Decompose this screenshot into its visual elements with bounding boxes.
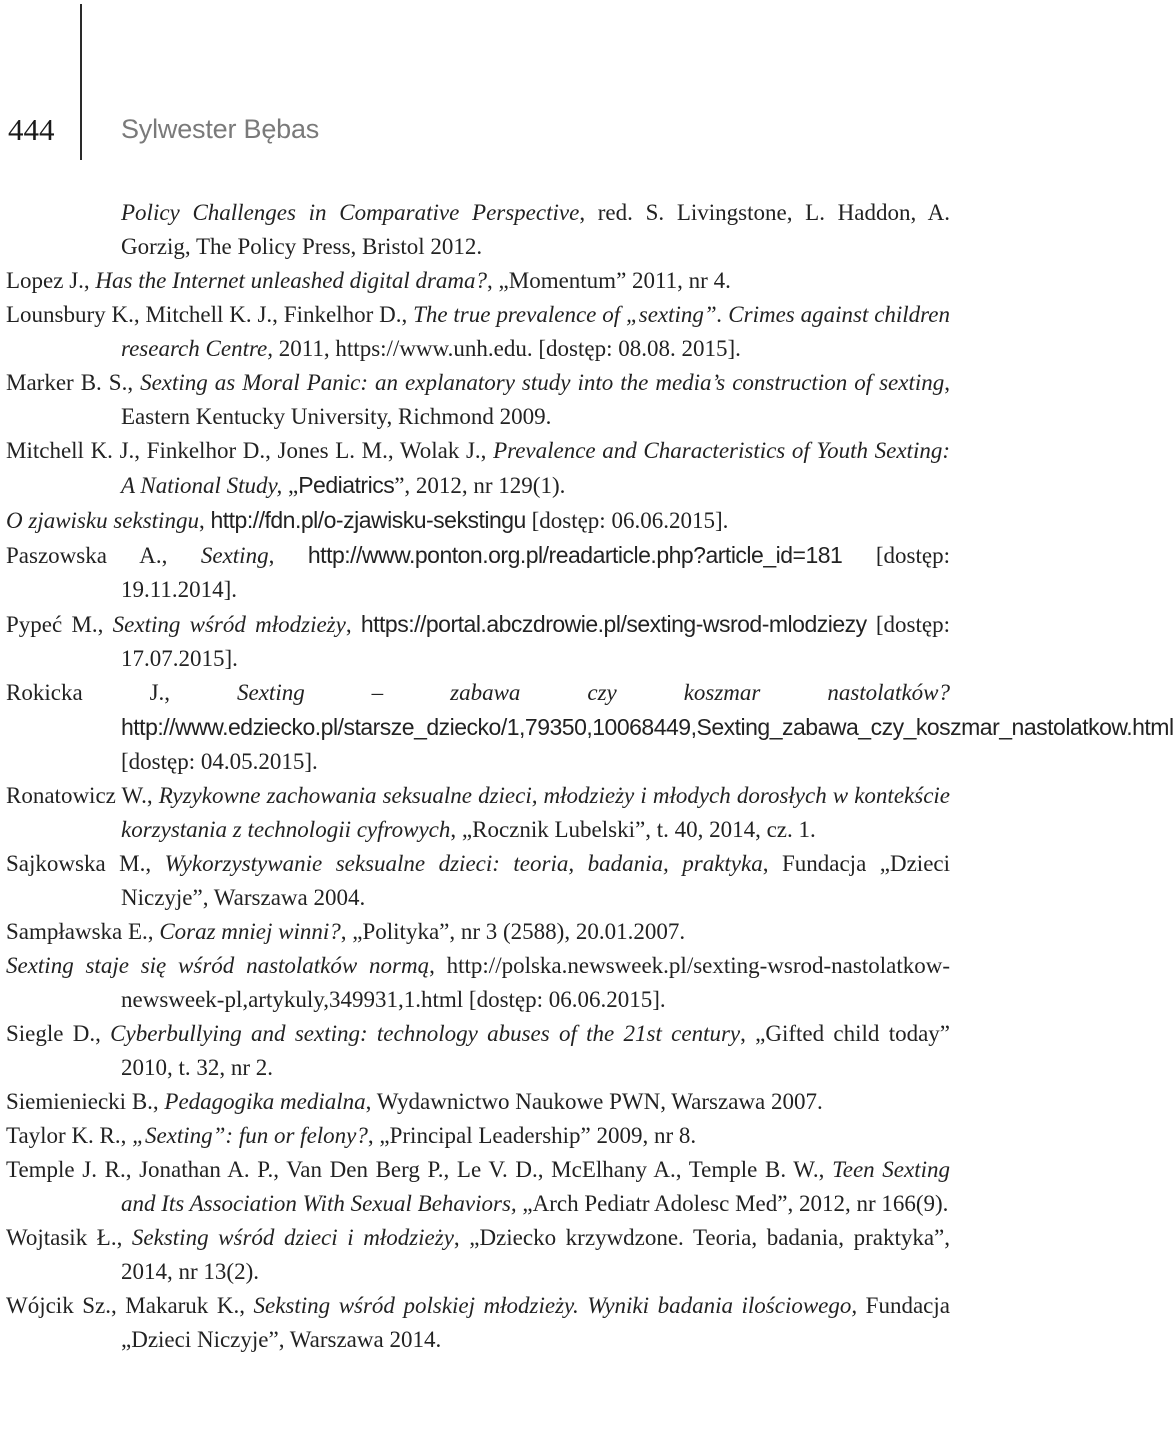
entry-text: Marker B. S., — [6, 370, 141, 395]
entry-title: Coraz mniej winni? — [159, 919, 341, 944]
entry-text: ”, 2012, nr 129(1). — [394, 473, 566, 498]
running-head-author: Sylwester Bębas — [121, 114, 320, 144]
page-number: 444 — [8, 112, 55, 147]
entry-text: Pypeć M., — [6, 612, 113, 637]
entry-title: Sexting staje się wśród nastolatków normą — [6, 953, 430, 978]
entry-title: Wykorzystywanie seksualne dzieci: teoria, badania, praktyka — [164, 851, 763, 876]
entry-text: Sampławska E., — [6, 919, 160, 944]
entry-text: , „Principal Leadership” 2009, nr 8. — [367, 1123, 697, 1148]
bibliography-entry — [6, 779, 950, 847]
entry-text: Lopez J., — [6, 268, 96, 293]
bibliography-entry — [6, 503, 950, 538]
bibliography-entry — [6, 366, 950, 434]
entry-url: https://portal.abczdrowie.pl/sexting-wsrod-mlodziezy — [360, 611, 867, 637]
entry-text: Paszowska A., — [6, 543, 201, 568]
entry-text: Siegle D., — [6, 1021, 111, 1046]
entry-title: Sexting as Moral Panic: an explanatory study into the media’s construction of sexting — [140, 370, 945, 395]
entry-text: 2011, https://www.unh.edu. [dostęp: 08.08. 2015]. — [273, 336, 741, 361]
entry-title: Prevalence and Characteristics of Youth Sexting: A National Study, — [121, 438, 950, 498]
entry-text: , „Gifted child today” 2010, t. 32, nr 2. — [121, 1021, 950, 1080]
entry-title: The true prevalence of „sexting”. Crimes against children research Centre, — [121, 302, 950, 361]
bibliography-entry — [6, 298, 950, 366]
entry-text: [dostęp: 17.07.2015]. — [121, 612, 950, 671]
entry-url: http://www.edziecko.pl/starsze_dziecko/1,79350,10068449,Sexting_zabawa_czy_koszmar_nastolatkow.html — [121, 714, 1174, 740]
bibliography-entry — [6, 264, 950, 298]
bibliography-list — [6, 196, 1174, 1357]
entry-text: Ronatowicz W., — [6, 783, 159, 808]
entry-text: , „Momentum” 2011, nr 4. — [487, 268, 731, 293]
entry-text: Taylor K. R., — [6, 1123, 133, 1148]
bibliography-entry — [6, 949, 950, 1017]
entry-text: , — [345, 612, 361, 637]
entry-text: Temple J. R., Jonathan A. P., Van Den Berg P., Le V. D., McElhany A., Temple B. W., — [6, 1157, 833, 1182]
entry-text: Rokicka J., — [6, 680, 238, 705]
entry-text: „Arch Pediatr Adolesc Med”, 2012, nr 166(9). — [516, 1191, 949, 1216]
entry-url: Pediatrics — [298, 472, 395, 498]
entry-title: Cyberbullying and sexting: technology abuses of the 21st century — [110, 1021, 741, 1046]
bibliography-entry — [6, 915, 950, 949]
entry-text: , red. S. Livingstone, L. Haddon, A. Gorzig, The Policy Press, Bristol 2012. — [121, 200, 951, 259]
entry-text: , „Polityka”, nr 3 (2588), 20.01.2007. — [340, 919, 686, 944]
entry-text: Wójcik Sz., Makaruk K., — [6, 1293, 254, 1318]
entry-title: Sexting — [200, 543, 269, 568]
entry-title: Pedagogika medialna — [164, 1089, 366, 1114]
entry-text: Fundacja „Dzieci Niczyje”, Warszawa 2014. — [121, 1293, 950, 1352]
entry-text: Siemieniecki B., — [6, 1089, 165, 1114]
bibliography-entry — [6, 1119, 950, 1153]
entry-text: , — [198, 508, 211, 533]
bibliography-entry — [6, 1017, 950, 1085]
bibliography-entry — [6, 1289, 950, 1357]
entry-text: Wojtasik Ł., — [6, 1225, 132, 1250]
entry-text: , „Rocznik Lubelski”, t. 40, 2014, cz. 1. — [450, 817, 816, 842]
entry-text: , Fundacja „Dzieci Niczyje”, Warszawa 2004. — [121, 851, 950, 910]
entry-text: Mitchell K. J., Finkelhor D., Jones L. M., Wolak J., — [6, 438, 494, 463]
entry-text: „ — [282, 473, 299, 498]
entry-text: [dostęp: 19.11.2014]. — [121, 543, 950, 602]
entry-title: O zjawisku sekstingu — [6, 508, 199, 533]
entry-text: , — [268, 543, 308, 568]
bibliography-entry — [6, 434, 950, 503]
entry-title: „Sexting”: fun or felony? — [132, 1123, 368, 1148]
entry-text: Sajkowska M., — [6, 851, 165, 876]
entry-url: http://www.ponton.org.pl/readarticle.php?article_id=181 — [307, 542, 843, 568]
entry-title: Policy Challenges in Comparative Perspective — [121, 200, 580, 225]
bibliography-entry — [6, 196, 950, 264]
bibliography-entry — [6, 1085, 950, 1119]
bibliography-entry — [6, 538, 950, 607]
entry-title: Seksting wśród dzieci i młodzieży — [131, 1225, 454, 1250]
entry-text: , „Dziecko krzywdzone. Teoria, badania, praktyka”, 2014, nr 13(2). — [121, 1225, 950, 1284]
bibliography-entry — [6, 676, 1174, 779]
bibliography-entry — [6, 1153, 950, 1221]
entry-text: , Eastern Kentucky University, Richmond 2009. — [121, 370, 950, 429]
entry-title: Teen Sexting and Its Association With Sexual Behaviors, — [121, 1157, 951, 1216]
entry-title: Sexting – zabawa czy koszmar nastolatków? — [237, 680, 950, 705]
header-rule — [80, 4, 82, 160]
entry-title: Seksting wśród polskiej młodzieży. Wyniki badania ilościowego, — [253, 1293, 858, 1318]
entry-url: http://fdn.pl/o-zjawisku-sekstingu — [210, 507, 526, 533]
entry-title: Ryzykowne zachowania seksualne dzieci, młodzieży i młodych dorosłych w kontekście korzystania z technologii cyfrowych — [121, 783, 951, 842]
entry-title: Sexting wśród młodzieży — [112, 612, 346, 637]
entry-title: Has the Internet unleashed digital drama? — [95, 268, 488, 293]
bibliography-entry — [6, 607, 950, 676]
entry-text: , http://polska.newsweek.pl/sexting-wsrod-nastolatkow-newsweek-pl,artykuly,349931,1.html [dostęp: 06.06.2015]. — [121, 953, 950, 1012]
entry-text: , Wydawnictwo Naukowe PWN, Warszawa 2007. — [365, 1089, 823, 1114]
entry-text: [dostęp: 06.06.2015]. — [525, 508, 729, 533]
entry-text: [dostęp: 04.05.2015]. — [121, 749, 318, 774]
bibliography-entry — [6, 1221, 950, 1289]
entry-text: Lounsbury K., Mitchell K. J., Finkelhor D., — [6, 302, 414, 327]
bibliography-entry — [6, 847, 950, 915]
